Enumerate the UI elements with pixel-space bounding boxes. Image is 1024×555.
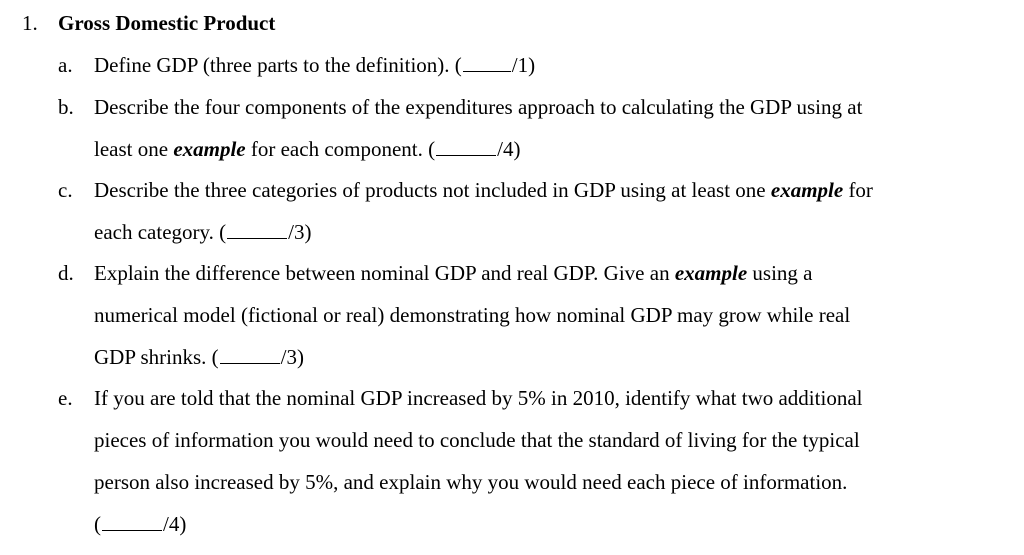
text-line: each category. ( /3) (94, 220, 312, 244)
part-letter: b. (58, 95, 74, 119)
text-line: Define GDP (three parts to the definition). ( /1) (94, 53, 536, 77)
question-number: 1. (22, 11, 38, 35)
text-line: Describe the four components of the expenditures approach to calculating the GDP using at (94, 95, 863, 119)
part-letter: e. (58, 386, 73, 410)
question-title: Gross Domestic Product (58, 11, 276, 35)
text-line: pieces of information you would need to conclude that the standard of living for the typical (94, 428, 860, 452)
answer-blank[interactable] (220, 348, 280, 364)
text-line: least one example for each component. ( /4) (94, 137, 521, 161)
answer-blank[interactable] (436, 140, 496, 156)
part-letter: a. (58, 53, 73, 77)
answer-blank[interactable] (102, 515, 162, 531)
part-text (94, 44, 1014, 86)
text-line: person also increased by 5%, and explain why you would need each piece of information. (94, 470, 848, 494)
part-text (94, 252, 1014, 378)
part-text (94, 86, 1014, 170)
text-line: Describe the three categories of products not included in GDP using at least one example for (94, 178, 873, 202)
text-line: numerical model (fictional or real) demonstrating how nominal GDP may grow while real (94, 303, 851, 327)
emphasis-example: example (674, 261, 748, 285)
emphasis-example: example (770, 178, 844, 202)
text-line: ( /4) (94, 512, 187, 536)
answer-blank[interactable] (227, 223, 287, 239)
answer-blank[interactable] (463, 56, 511, 72)
part-letter: d. (58, 261, 74, 285)
text-line: Explain the difference between nominal GDP and real GDP. Give an example using a (94, 261, 813, 285)
text-line: GDP shrinks. ( /3) (94, 345, 304, 369)
part-text (94, 169, 1014, 253)
part-letter: c. (58, 178, 73, 202)
text-line: If you are told that the nominal GDP increased by 5% in 2010, identify what two additional (94, 386, 863, 410)
emphasis-example: example (173, 137, 246, 161)
part-text (94, 377, 1014, 545)
question-heading (22, 9, 275, 37)
